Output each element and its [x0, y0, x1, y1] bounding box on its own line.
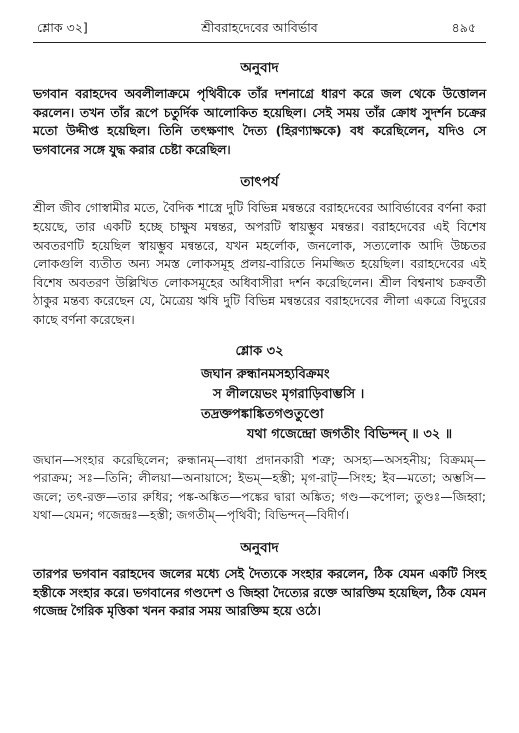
chapter-title: শ্রীবরাহদেবের আবির্ভাব: [201, 20, 318, 35]
verse-line: স লীলয়েভং মৃগরাড়িবাম্ভসি ।: [213, 386, 365, 402]
page-number: ৪৯৫: [451, 20, 476, 35]
verse-title: শ্লোক ৩২: [235, 343, 284, 359]
translation-heading-2: অনুবাদ: [240, 539, 279, 556]
verse-reference: শ্লোক ৩২]: [37, 20, 88, 35]
word-meanings: জঘান—সংহার করেছিলেন; রুন্ধানম্—বাধা প্রদানকারী শত্রু; অসহ্য—অসহনীয়; বিক্রমম্—পরাক্রম; সঃ—তিনি; লীলয়া—অনায়াসে; ইভম্—হস্তী; মৃগ-রাট্—সিংহ; ইব—মতো; অম্ভসি—জলে; তৎ-রক্ত—তার রুধির; পঙ্ক-অঙ্কিত—পঙ্কের দ্বারা অঙ্কিত; গণ্ড—কপোল; তুণ্ডঃ—জিহ্বা; যথা—যেমন; গজেন্দ্রঃ—হস্তী; জগতীম্—পৃথিবী; বিভিন্দন্—বিদীর্ণ।: [33, 452, 486, 523]
purport-text: শ্রীল জীব গোস্বামীর মতে, বৈদিক শাস্ত্রে দুটি বিভিন্ন মন্বন্তরে বরাহদেবের আবির্ভাবের বর্ণনা করা হয়েছে, তার একটি হচ্ছে চাক্ষুষ মন্বন্তর, অপরটি স্বায়ম্ভুব মন্বন্তর। বরাহদেবের এই বিশেষ অবতরণটি হয়েছিল স্বায়ম্ভুব মন্বন্তরে, যখন মহর্লোক, জনলোক, সত্যলোক আদি উচ্চতর লোকগুলি ব্যতীত অন্য সমস্ত লোকসমূহ প্রলয়-বারিতে নিমজ্জিত হয়েছিল। বরাহদেবের এই বিশেষ অবতরণ উল্লিখিত লোকসমূহের অধিবাসীরা দর্শন করেছিলেন। শ্রীল বিশ্বনাথ চক্রবর্তী ঠাকুর মন্তব্য করেছেন যে, মৈত্রেয় ঋষি দুটি বিভিন্ন মন্বন্তরের বরাহদেবের লীলা একত্রে বিদুরের কাছে বর্ণনা করেছেন।: [33, 200, 486, 327]
book-page: [0, 14, 519, 733]
translation-text: ভগবান বরাহদেব অবলীলাক্রমে পৃথিবীকে তাঁর দশনাগ্রে ধারণ করে জল থেকে উত্তোলন করলেন। তখন তাঁর রূপে চতুর্দিক আলোকিত হয়েছিল। সেই সময় তাঁর ক্রোধ সুদর্শন চক্রের মতো উদ্দীপ্ত হয়েছিল। তিনি তৎক্ষণাৎ দৈত্য (হিরণ্যাক্ষকে) বধ করেছিলেন, যদিও সে ভগবানের সঙ্গে যুদ্ধ করার চেষ্টা করেছিল।: [33, 86, 486, 157]
verse-line: জঘান রুন্ধানমসহ্যবিক্রমং: [201, 366, 330, 382]
purport-heading: তাৎপর্য: [240, 174, 279, 191]
running-header: [33, 14, 486, 43]
translation-text-2: তারপর ভগবান বরাহদেব জলের মধ্যে সেই দৈত্যকে সংহার করলেন, ঠিক যেমন একটি সিংহ হস্তীকে সংহার করে। ভগবানের গণ্ডদেশ ও জিহ্বা দৈত্যের রক্তে আরক্তিম হয়েছিল, ঠিক যেমন গজেন্দ্র গৈরিক মৃত্তিকা খনন করার সময় আরক্তিম হয়ে ওঠে।: [33, 565, 486, 619]
translation-heading: অনুবাদ: [240, 60, 279, 76]
verse-line: যথা গজেন্দ্রো জগতীং বিভিন্দন্ ॥ ৩২ ॥: [247, 426, 453, 442]
verse-line: তদ্রক্তপঙ্কাঙ্কিতগণ্ডতুণ্ডো: [201, 406, 324, 422]
